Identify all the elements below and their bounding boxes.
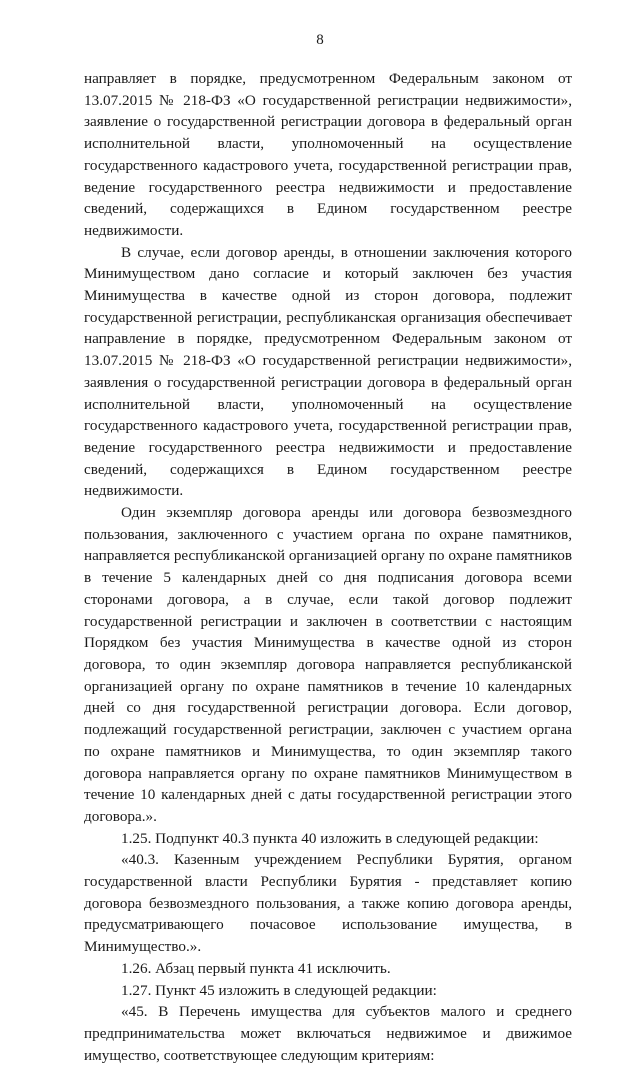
paragraph-1: направляет в порядке, предусмотренном Федеральным законом от 13.07.2015 № 218-ФЗ «О государственной регистрации недвижимости», заявление о государственной регистрации договора в федеральный орган исполнительной власти, уполномоченный на осуществление государственного кадастрового учета, государственной регистрации прав, ведение государственного реестра недвижимости и предоставление сведений, содержащихся в Едином государственном реестре недвижимости. xyxy=(84,70,572,239)
document-body xyxy=(84,68,572,1066)
paragraph-5: «40.3. Казенным учреждением Республики Бурятия, органом государственной власти Республики Бурятия - представляет копию договора безвозмездного пользования, а также копию договора аренды, предусматривающего почасовое использование имущества, в Минимущество.». xyxy=(84,851,572,956)
paragraph-4: 1.25. Подпункт 40.3 пункта 40 изложить в следующей редакции: xyxy=(121,829,539,847)
paragraph-8: «45. В Перечень имущества для субъектов малого и среднего предпринимательства может включаться недвижимое и движимое имущество, соответствующее следующим критериям: xyxy=(84,1003,572,1064)
paragraph-7: 1.27. Пункт 45 изложить в следующей редакции: xyxy=(121,981,437,999)
paragraph-3: Один экземпляр договора аренды или договора безвозмездного пользования, заключенного с участием органа по охране памятников, направляется республиканской организацией органу по охране памятников в течение 5 календарных дней со дня подписания договора всеми сторонами договора, а в случае, если такой договор подлежит государственной регистрации и заключен в соответствии с настоящим Порядком без участия Минимущества в качестве одной из сторон договора, то один экземпляр договора направляется республиканской организацией органу по охране памятников в течение 10 календарных дней со дня государственной регистрации договора. Если договор, подлежащий государственной регистрации, заключен с участием органа по охране памятников и Минимущества, то один экземпляр такого договора направляется органу по охране памятников Минимуществом в течение 10 календарных дней с даты государственной регистрации этого договора.». xyxy=(84,504,572,825)
page-number: 8 xyxy=(316,32,324,48)
paragraph-2: В случае, если договор аренды, в отношении заключения которого Минимуществом дано согласие и который заключен без участия Минимущества в качестве одной из сторон договора, подлежит государственной регистрации, республиканская организация обеспечивает направление в порядке, предусмотренном Федеральным законом от 13.07.2015 № 218-ФЗ «О государственной регистрации недвижимости», заявления о государственной регистрации договора в федеральный орган исполнительной власти, уполномоченный на осуществление государственного кадастрового учета, государственной регистрации прав, ведение государственного реестра недвижимости и предоставление сведений, содержащихся в Едином государственном реестре недвижимости. xyxy=(84,243,572,500)
paragraph-6: 1.26. Абзац первый пункта 41 исключить. xyxy=(121,959,391,977)
